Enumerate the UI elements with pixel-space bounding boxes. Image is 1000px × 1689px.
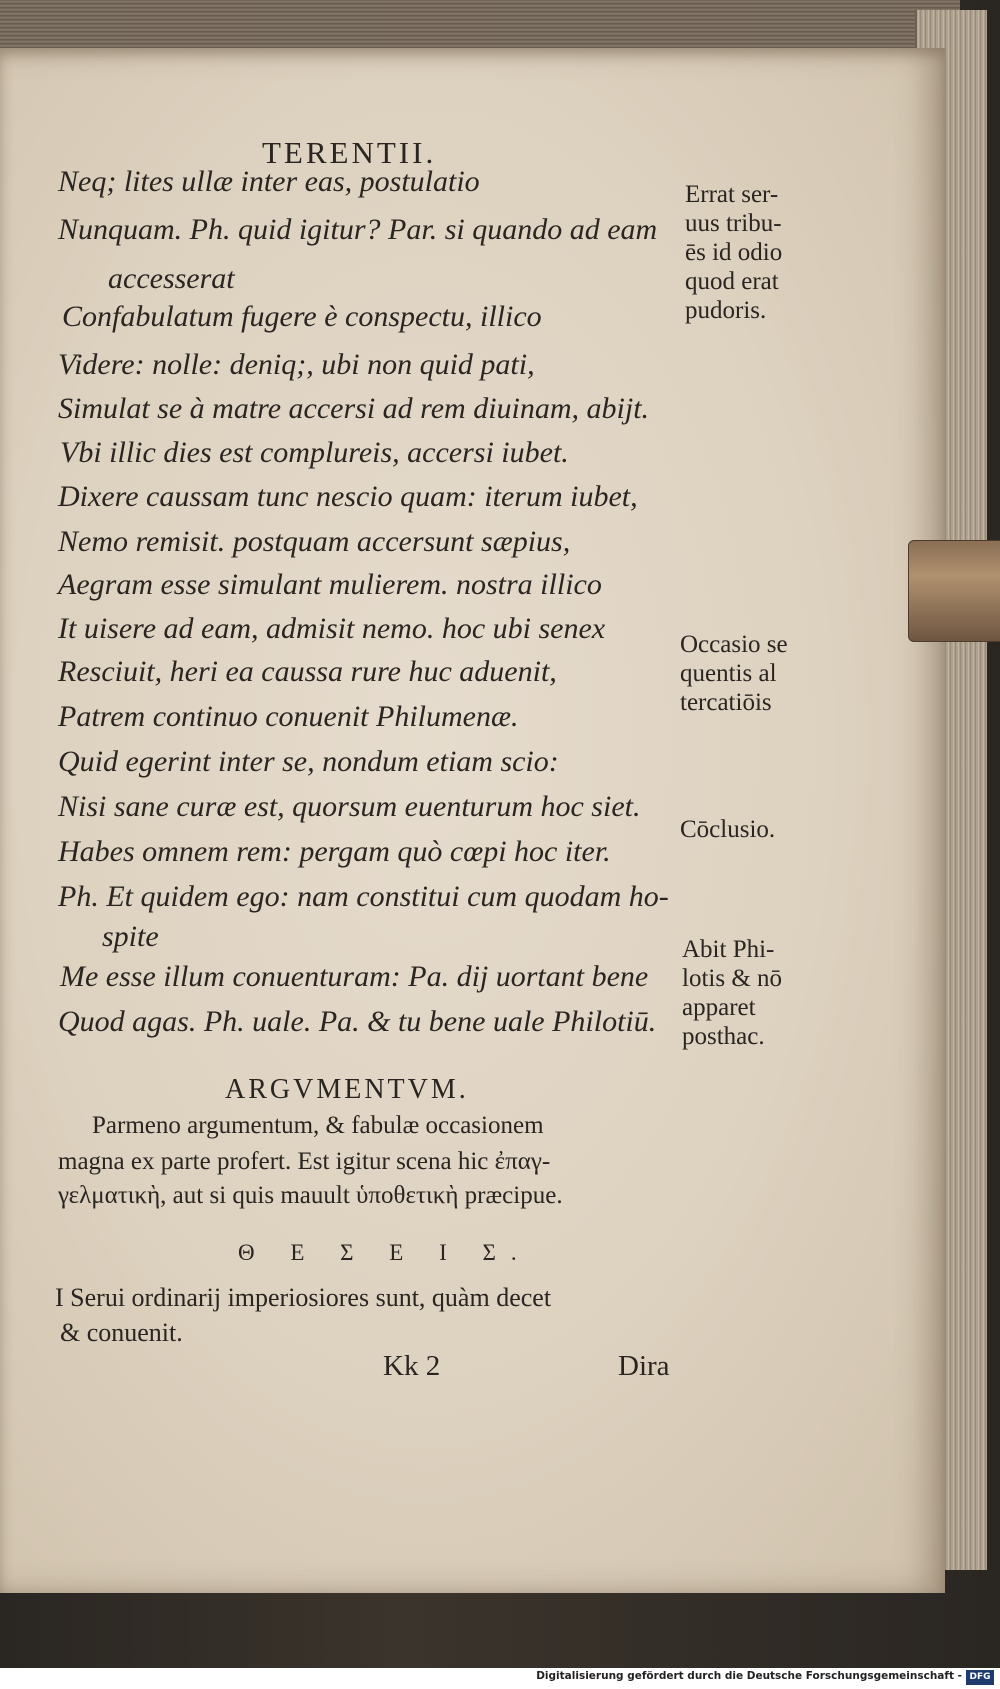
- verse-line: spite: [102, 920, 159, 953]
- margin-note-line: apparet: [682, 994, 756, 1021]
- verse-line: Dixere caussam tunc nescio quam: iterum iubet,: [58, 480, 638, 513]
- footer-credit: Digitalisierung gefördert durch die Deutsche Forschungsgemeinschaft -: [536, 1670, 962, 1682]
- argumentum-title: ARGVMENTVM.: [225, 1074, 469, 1105]
- argumentum-line: magna ex parte profert. Est igitur scena hic ἐπαγ-: [58, 1148, 551, 1175]
- verse-line: Quod agas. Ph. uale. Pa. & tu bene uale Philotiū.: [58, 1005, 657, 1038]
- thesis-line: I Serui ordinarij imperiosiores sunt, quàm decet: [55, 1283, 552, 1312]
- argumentum-line: γελματικὴ, aut si quis mauult ὑποθετικὴ præcipue.: [58, 1182, 563, 1209]
- signature-mark: Kk 2: [383, 1350, 441, 1382]
- verse-line: Ph. Et quidem ego: nam constitui cum quodam ho-: [58, 880, 669, 913]
- verse-line: Vbi illic dies est complureis, accersi iubet.: [60, 436, 569, 469]
- margin-note: [682, 935, 782, 1051]
- dfg-logo: DFG: [966, 1670, 994, 1685]
- verse-line: Nunquam. Ph. quid igitur? Par. si quando ad eam: [58, 213, 658, 246]
- book-top-edge: [0, 0, 960, 54]
- margin-note-line: quod erat: [685, 268, 779, 295]
- verse-line: Simulat se à matre accersi ad rem diuinam, abijt.: [58, 392, 650, 425]
- argumentum-line: Parmeno argumentum, & fabulæ occasionem: [92, 1112, 544, 1139]
- verse-line: Habes omnem rem: pergam quò cœpi hoc iter.: [58, 835, 611, 868]
- margin-note: [685, 180, 782, 325]
- margin-note: [680, 630, 788, 717]
- verse-line: Me esse illum conuenturam: Pa. dij uortant bene: [60, 960, 649, 993]
- verse-line: Aegram esse simulant mulierem. nostra illico: [58, 568, 602, 601]
- bookmark-ribbon: [908, 540, 1000, 642]
- margin-note-line: Abit Phi-: [682, 936, 775, 963]
- verse-line: It uisere ad eam, admisit nemo. hoc ubi senex: [58, 612, 606, 645]
- margin-note-line: quentis al: [680, 660, 777, 687]
- verse-line: Neq; lites ullæ inter eas, postulatio: [58, 165, 480, 198]
- verse-line: Confabulatum fugere è conspectu, illico: [62, 300, 542, 333]
- verse-line: Resciuit, heri ea caussa rure huc aduenit,: [58, 655, 557, 688]
- verse-line: Nemo remisit. postquam accersunt sæpius,: [58, 525, 571, 558]
- margin-note-line: posthac.: [682, 1023, 765, 1050]
- margin-note-line: uus tribu-: [685, 210, 782, 237]
- margin-note: [680, 815, 775, 844]
- margin-note-line: pudoris.: [685, 297, 767, 324]
- margin-note-line: tercatiōis: [680, 689, 772, 716]
- margin-note-line: lotis & nō: [682, 965, 783, 992]
- verse-line: Videre: nolle: deniq;, ubi non quid pati,: [58, 348, 535, 381]
- catchword: Dira: [618, 1350, 670, 1382]
- margin-note-line: Cōclusio.: [680, 816, 776, 843]
- theseis-title: Θ Ε Σ Ε Ι Σ.: [238, 1240, 532, 1265]
- verse-line: Nisi sane curæ est, quorsum euenturum hoc siet.: [58, 790, 641, 823]
- running-header: TERENTII.: [262, 135, 437, 170]
- thesis-line: & conuenit.: [60, 1318, 183, 1347]
- margin-note-line: Occasio se: [680, 631, 788, 658]
- verse-line: Quid egerint inter se, nondum etiam scio:: [58, 745, 559, 778]
- margin-note-line: Errat ser-: [685, 181, 779, 208]
- margin-note-line: ēs id odio: [685, 239, 783, 266]
- verse-line: accesserat: [108, 262, 235, 295]
- verse-line: Patrem continuo conuenit Philumenæ.: [58, 700, 519, 733]
